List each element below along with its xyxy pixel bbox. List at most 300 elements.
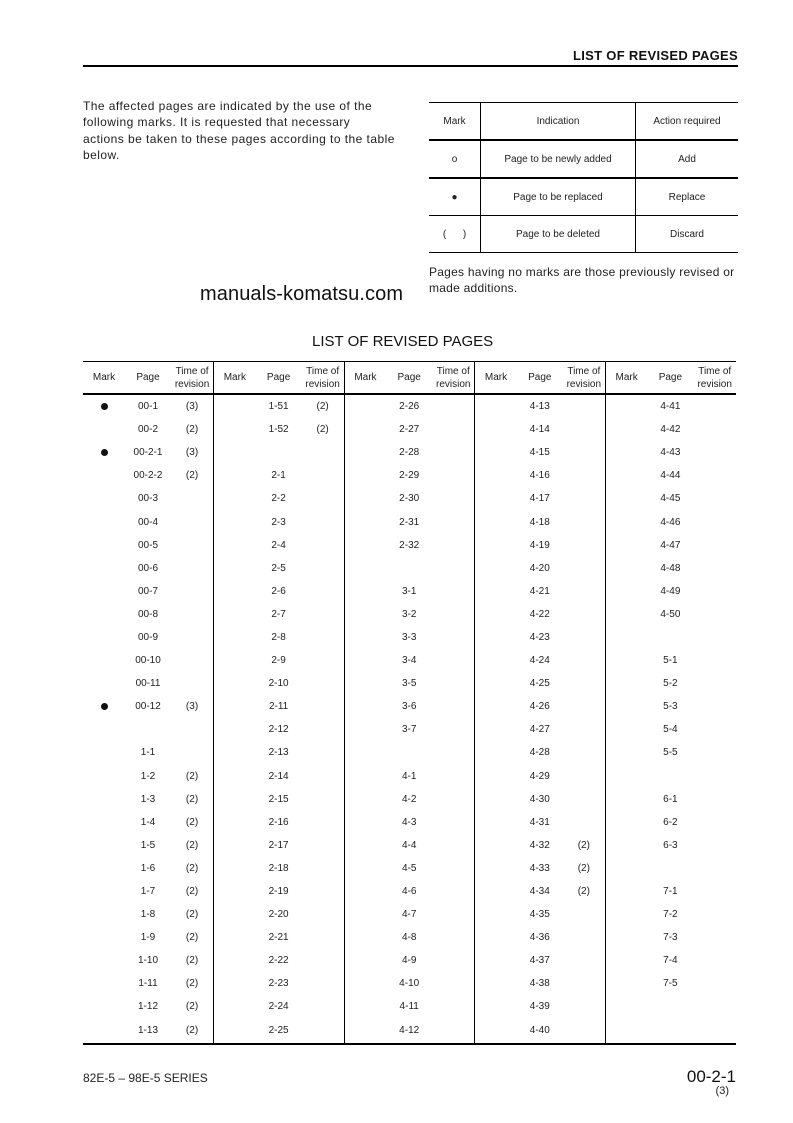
table-row [83,510,736,533]
mark-cell [83,972,125,995]
revision-cell [432,926,475,949]
revision-cell [563,949,606,972]
mark-cell [83,487,125,510]
mark-cell [605,672,647,695]
revision-cell [563,649,606,672]
revision-cell [302,649,345,672]
page-cell: 4-23 [529,631,550,643]
revision-cell [432,972,475,995]
header-mark: Mark [214,362,256,395]
header-time-of-revision [693,362,736,395]
page-cell: 4-12 [386,1019,432,1044]
page-cell: 4-31 [529,816,550,828]
revision-cell [563,464,606,487]
header-time-of-revision [432,362,475,395]
revision-cell [302,580,345,603]
revision-cell [693,834,736,857]
legend-row-discard [429,216,738,253]
page-cell: 2-9 [271,655,286,667]
page-cell: 3-2 [401,608,417,620]
header-time-line2: revision [174,378,210,390]
page-cell: 2-4 [271,539,286,551]
page-cell: 00-7 [137,585,158,597]
mark-cell [605,603,647,626]
revision-cell [693,972,736,995]
table-row [83,695,736,718]
page-cell: 00-3 [137,493,158,505]
page-cell: 6-2 [663,816,678,828]
page-cell: 4-1 [401,770,417,782]
page-cell: 7-1 [663,886,678,898]
page-cell: 1-3 [140,793,156,805]
mark-cell [344,995,386,1018]
mark-cell [83,834,125,857]
page-cell: 2-15 [268,793,289,805]
mark-cell [214,788,256,811]
page-cell: 5-1 [663,655,678,667]
mark-cell [344,672,386,695]
table-row [83,765,736,788]
revision-cell [432,418,475,441]
header-time-line2: revision [697,378,732,390]
page-cell: 00-2-2 [133,470,163,482]
revision-cell [302,880,345,903]
page-cell: 7-3 [663,932,678,944]
revision-cell [563,626,606,649]
revised-pages-header-row [83,362,736,395]
legend-mark-replace: ● [429,178,481,216]
table-row [83,926,736,949]
page-cell: 6-1 [663,793,678,805]
page-cell: 00-9 [137,631,158,643]
mark-cell [475,626,517,649]
mark-cell [214,880,256,903]
page-cell: 4-6 [401,886,417,898]
mark-cell [214,464,256,487]
page-cell: 2-24 [268,1001,289,1013]
revision-cell [171,534,214,557]
page-cell: 2-29 [399,470,420,482]
revision-cell: (2) [185,424,199,436]
page-cell: 4-44 [660,470,681,482]
revision-cell [432,441,475,464]
mark-cell [475,741,517,764]
revision-cell [432,765,475,788]
mark-cell [344,926,386,949]
page-cell: 2-17 [268,839,289,851]
mark-cell [475,857,517,880]
mark-cell [344,626,386,649]
mark-cell [605,557,647,580]
table-row [83,418,736,441]
mark-cell [475,995,517,1018]
page-cell: 2-22 [268,955,289,967]
header-time-line1: Time of [436,365,470,377]
mark-cell [214,949,256,972]
page-cell: 4-47 [660,539,681,551]
revision-cell [693,926,736,949]
page-cell: 7-5 [663,978,678,990]
table-row [83,487,736,510]
mark-cell [214,857,256,880]
page-cell [647,626,693,649]
page-cell: 4-3 [401,816,417,828]
mark-cell [83,765,125,788]
mark-cell [344,1019,386,1044]
page-cell [647,995,693,1018]
mark-cell [214,903,256,926]
page-cell: 00-12 [135,701,161,713]
mark-cell [475,718,517,741]
legend-action-replace: Replace [636,178,739,216]
page-cell: 2-13 [268,747,289,759]
mark-cell [214,811,256,834]
table-row [83,903,736,926]
mark-legend-table [429,102,738,253]
revision-cell [302,765,345,788]
revision-cell [693,788,736,811]
page-cell: 1-11 [138,978,158,990]
mark-cell [83,741,125,764]
page-cell: 1-52 [268,424,289,436]
page-cell: 2-10 [268,678,289,690]
revision-cell [302,972,345,995]
revision-cell [693,949,736,972]
revision-cell [693,464,736,487]
mark-cell [605,534,647,557]
replace-bullet-icon [101,403,108,410]
table-row [83,741,736,764]
mark-cell [214,1019,256,1044]
revision-cell [171,580,214,603]
mark-cell [605,510,647,533]
page-cell: 5-3 [663,701,678,713]
revision-cell [302,603,345,626]
revision-cell [693,534,736,557]
mark-cell [475,510,517,533]
revision-cell: (3) [185,701,199,713]
page-cell: 2-31 [399,516,420,528]
mark-cell [214,487,256,510]
page-cell: 1-9 [140,932,156,944]
mark-cell [605,394,647,418]
page-cell: 4-20 [529,562,550,574]
mark-cell [475,811,517,834]
legend-mark-discard: ( ) [429,216,481,253]
page-cell: 4-33 [529,862,550,874]
page-cell: 2-27 [399,424,420,436]
table-row [83,626,736,649]
page-cell: 2-21 [268,932,289,944]
mark-cell [475,765,517,788]
mark-cell [214,441,256,464]
mark-cell [344,418,386,441]
page-cell: 2-11 [268,701,289,713]
mark-cell [214,510,256,533]
page-cell: 1-8 [140,909,156,921]
page-cell: 4-40 [517,1019,563,1044]
mark-cell [214,534,256,557]
watermark-text: manuals-komatsu.com [200,283,404,305]
page-cell: 00-5 [137,539,158,551]
mark-cell [475,394,517,418]
page-cell [386,557,432,580]
page-cell: 4-15 [529,447,550,459]
mark-cell [214,649,256,672]
revision-cell [171,603,214,626]
legend-mark-add: o [429,140,481,178]
page-cell: 4-28 [529,747,550,759]
mark-cell [475,557,517,580]
mark-cell [214,672,256,695]
mark-cell [83,603,125,626]
mark-cell [83,626,125,649]
page-cell: 4-19 [529,539,550,551]
table-row [83,464,736,487]
revision-cell [563,811,606,834]
replace-bullet-icon [101,703,108,710]
mark-cell [344,718,386,741]
header-mark: Mark [605,362,647,395]
mark-cell [605,995,647,1018]
revision-cell [563,580,606,603]
page-cell: 4-14 [529,424,550,436]
page-cell: 4-32 [529,839,550,851]
revision-cell [693,418,736,441]
legend-action-discard: Discard [636,216,739,253]
mark-cell [605,788,647,811]
revision-cell [563,695,606,718]
revision-cell [563,603,606,626]
page-cell: 5-2 [663,678,678,690]
revision-cell [302,857,345,880]
page-cell: 00-4 [137,516,158,528]
revision-cell: (2) [316,424,329,436]
table-row [83,788,736,811]
revision-cell: (2) [185,932,199,944]
mark-cell [475,418,517,441]
page-cell: 2-28 [399,447,420,459]
page-cell: 6-3 [663,839,678,851]
revision-cell [171,510,214,533]
mark-cell [83,880,125,903]
revision-cell [432,788,475,811]
mark-cell [83,649,125,672]
revision-cell: (2) [185,470,199,482]
page-cell: 1-1 [140,747,156,759]
revision-cell [171,741,214,764]
revision-cell [302,1019,345,1044]
legend-header-mark: Mark [429,103,481,141]
mark-cell [214,626,256,649]
table-row [83,880,736,903]
mark-cell [83,441,125,464]
revision-cell [302,464,345,487]
page-cell: 4-5 [401,862,417,874]
legend-header-indication: Indication [481,103,636,141]
revision-cell [563,718,606,741]
table-row [83,580,736,603]
page-cell: 2-19 [268,886,289,898]
page-cell: 4-50 [660,608,681,620]
mark-cell [83,464,125,487]
page-cell: 4-38 [529,978,550,990]
revision-cell [563,510,606,533]
revision-cell [693,857,736,880]
page-cell: 4-46 [660,516,681,528]
mark-cell [214,603,256,626]
page-cell: 3-7 [401,724,417,736]
revision-cell [302,534,345,557]
mark-cell [83,672,125,695]
page-cell: 5-4 [663,724,678,736]
mark-cell [344,487,386,510]
page-cell: 1-10 [137,955,158,967]
page-cell: 4-49 [660,585,681,597]
revision-cell [563,672,606,695]
revision-cell [432,695,475,718]
revision-cell: (3) [185,401,199,413]
page-cell: 1-51 [268,401,289,413]
legend-header-row [429,103,738,141]
revision-cell [432,811,475,834]
header-time-line1: Time of [698,365,732,377]
table-row [83,394,736,418]
revision-cell [693,765,736,788]
revision-cell [693,510,736,533]
revision-cell [563,926,606,949]
revision-cell [693,649,736,672]
mark-cell [605,972,647,995]
mark-cell [214,418,256,441]
revision-cell [302,949,345,972]
footer-page-number: 00-2-1 [686,1067,736,1086]
revision-cell [302,811,345,834]
revision-cell [432,834,475,857]
mark-cell [214,557,256,580]
revision-cell [171,487,214,510]
revision-cell: (3) [185,447,199,459]
header-page: Page [386,362,432,395]
revision-cell [302,441,345,464]
page-cell: 1-5 [140,839,156,851]
mark-cell [605,880,647,903]
revision-cell [693,557,736,580]
mark-cell [214,718,256,741]
revision-cell [171,718,214,741]
revision-cell [432,672,475,695]
mark-cell [475,534,517,557]
page-cell: 4-27 [529,724,550,736]
page-cell: 4-21 [529,585,550,597]
mark-cell [344,534,386,557]
page-cell: 2-8 [271,631,286,643]
page-cell: 2-18 [268,862,289,874]
page-cell: 4-17 [529,493,550,505]
mark-cell [475,672,517,695]
mark-cell [344,765,386,788]
mark-cell [344,741,386,764]
mark-cell [344,834,386,857]
mark-cell [605,718,647,741]
header-time-of-revision [171,362,214,395]
mark-cell [344,603,386,626]
revision-cell [563,1019,606,1044]
mark-cell [475,949,517,972]
page-cell: 2-3 [271,516,286,528]
revision-cell [693,626,736,649]
page-cell: 4-18 [529,516,550,528]
revision-cell [693,394,736,418]
page-cell: 00-10 [135,655,161,667]
table-row [83,995,736,1018]
mark-cell [344,949,386,972]
mark-cell [475,580,517,603]
revision-cell [693,995,736,1018]
page-cell: 2-12 [268,724,289,736]
header-page: Page [125,362,171,395]
revision-cell [432,603,475,626]
page-cell: 4-9 [401,955,417,967]
table-row [83,857,736,880]
page-cell: 4-48 [660,562,681,574]
revision-cell [432,1019,475,1044]
mark-cell [214,741,256,764]
mark-cell [605,580,647,603]
mark-cell [214,995,256,1018]
revision-cell [171,649,214,672]
page-cell: 4-11 [399,1001,419,1013]
revision-cell: (2) [577,839,590,851]
mark-cell [475,972,517,995]
mark-cell [605,949,647,972]
revision-cell [563,972,606,995]
page-cell: 5-5 [663,747,678,759]
mark-cell [475,695,517,718]
legend-header-action: Action required [636,103,739,141]
page-cell: 4-24 [529,655,550,667]
revision-cell [302,557,345,580]
mark-cell [344,903,386,926]
header-mark: Mark [83,362,125,395]
revision-cell [563,487,606,510]
page-cell: 3-5 [401,678,417,690]
revision-cell [432,626,475,649]
page-cell: 4-10 [399,978,420,990]
page-cell: 3-6 [401,701,417,713]
intro-paragraph: The affected pages are indicated by the use of the following marks. It is requested that necessary actions be taken to these pages according to the table below. [83,99,395,162]
mark-cell [605,464,647,487]
page-cell: 4-4 [401,839,417,851]
revision-cell [432,394,475,418]
page-cell [647,1019,693,1044]
revision-cell: (2) [185,978,199,990]
revision-cell [563,441,606,464]
table-row [83,557,736,580]
revision-cell [302,995,345,1018]
mark-cell [83,903,125,926]
revision-cell [302,672,345,695]
revision-cell [693,672,736,695]
mark-cell [475,834,517,857]
page-cell: 3-1 [401,585,417,597]
mark-cell [344,857,386,880]
table-row [83,1019,736,1044]
revision-cell [432,741,475,764]
revision-cell: (2) [185,1001,199,1013]
page-cell: 2-1 [271,470,286,482]
mark-cell [344,580,386,603]
